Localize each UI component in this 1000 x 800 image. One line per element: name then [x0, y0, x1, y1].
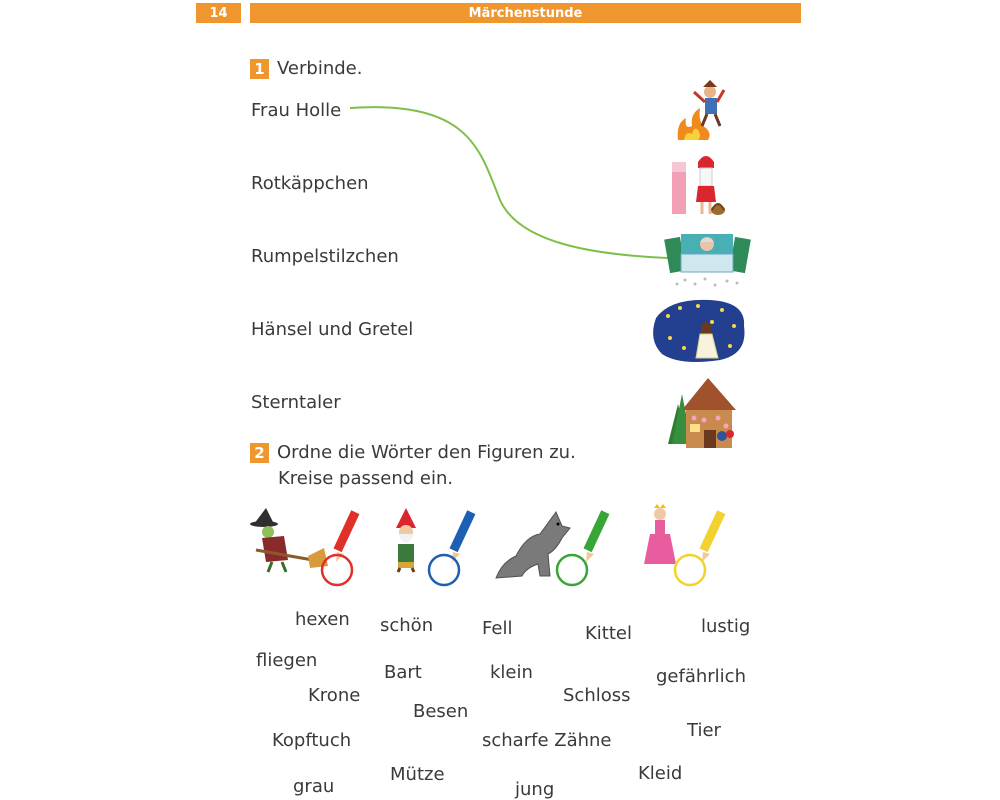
word-scharfe-zaehne[interactable]: scharfe Zähne [482, 730, 612, 751]
word-grau[interactable]: grau [293, 776, 335, 797]
task1-number: 1 [250, 59, 269, 79]
witch-on-broom-icon [250, 508, 328, 572]
word-kittel[interactable]: Kittel [585, 623, 632, 644]
sterntaler-stars-picture[interactable] [650, 296, 748, 366]
witch-figure-group [252, 506, 370, 588]
name-haensel-und-gretel[interactable]: Hänsel und Gretel [251, 319, 414, 340]
word-fell[interactable]: Fell [482, 618, 513, 639]
dwarf-figure-group [386, 506, 486, 588]
word-bart[interactable]: Bart [384, 662, 422, 683]
rotkaeppchen-basket-picture[interactable] [670, 152, 728, 218]
wolf-icon [496, 512, 570, 578]
dwarf-icon [396, 508, 416, 572]
name-sterntaler[interactable]: Sterntaler [251, 392, 341, 413]
word-muetze[interactable]: Mütze [390, 764, 445, 785]
word-lustig[interactable]: lustig [701, 616, 751, 637]
frau-holle-bedding-picture[interactable] [665, 232, 750, 288]
word-besen[interactable]: Besen [413, 701, 469, 722]
page-title: Märchenstunde [250, 3, 801, 23]
word-schloss[interactable]: Schloss [563, 685, 631, 706]
wolf-figure-group [492, 506, 612, 588]
page-number: 14 [196, 3, 241, 23]
task2-instruction-line2: Kreise passend ein. [278, 468, 454, 489]
word-jung[interactable]: jung [515, 779, 555, 800]
rumpelstilzchen-fire-picture[interactable] [668, 78, 728, 144]
task2-heading [250, 440, 576, 466]
task2-instruction-line1: Ordne die Wörter den Figuren zu. [277, 442, 576, 463]
word-gefaehrlich[interactable]: gefährlich [656, 666, 746, 687]
yellow-pencil-icon [675, 510, 725, 585]
princess-icon [644, 504, 676, 564]
name-rumpelstilzchen[interactable]: Rumpelstilzchen [251, 246, 399, 267]
haensel-gretel-gingerbread-house-picture[interactable] [664, 374, 742, 452]
name-frau-holle[interactable]: Frau Holle [251, 100, 342, 121]
green-pencil-icon [557, 510, 609, 585]
princess-figure-group [640, 502, 730, 588]
word-kleid[interactable]: Kleid [638, 763, 683, 784]
blue-pencil-icon [429, 510, 475, 585]
word-tier[interactable]: Tier [687, 720, 721, 741]
name-rotkaeppchen[interactable]: Rotkäppchen [251, 173, 369, 194]
word-fliegen[interactable]: fliegen [256, 650, 318, 671]
red-pencil-icon [322, 510, 359, 585]
word-krone[interactable]: Krone [308, 685, 361, 706]
task1-instruction: Verbinde. [277, 58, 363, 79]
word-schoen[interactable]: schön [380, 615, 434, 636]
word-kopftuch[interactable]: Kopftuch [272, 730, 352, 751]
task2-number: 2 [250, 443, 269, 463]
word-klein[interactable]: klein [490, 662, 533, 683]
word-hexen[interactable]: hexen [295, 609, 350, 630]
